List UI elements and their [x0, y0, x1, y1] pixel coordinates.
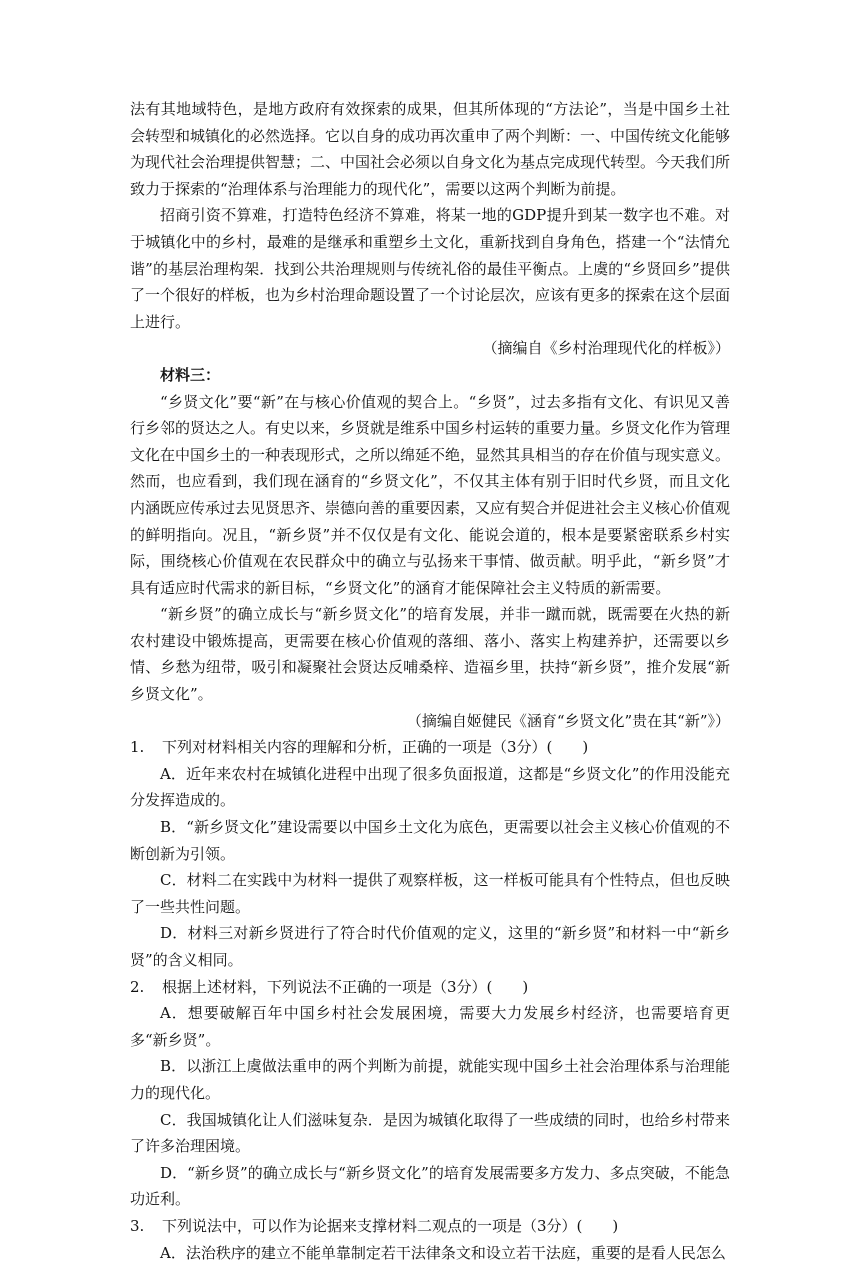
question-1-option-b: B．“新乡贤文化”建设需要以中国乡土文化为底色，更需要以社会主义核心价值观的不断创新为引领。	[130, 818, 730, 863]
question-2	[130, 974, 730, 1001]
question-stem: 根据上述材料，下列说法不正确的一项是（3分）( )	[162, 977, 529, 996]
question-number: 3.	[130, 1216, 145, 1235]
question-3	[130, 1213, 730, 1240]
material2-paragraph-1: 法有其地域特色，是地方政府有效探索的成果，但其所体现的“方法论”，当是中国乡土社会转型和城镇化的必然选择。它以自身的成功再次重申了两个判断：一、中国传统文化能够为现代社会治理提供智慧；二、中国社会必须以自身文化为基点完成现代转型。今天我们所致力于探索的“治理体系与治理能力的现代化”，需要以这两个判断为前提。	[130, 100, 731, 198]
question-number: 2.	[130, 977, 145, 996]
question-1-option-c: C．材料二在实践中为材料一提供了观察样板，这一样板可能具有个性特点，但也反映了一些共性问题。	[130, 871, 730, 916]
question-2-option-b: B．以浙江上虞做法重申的两个判断为前提，就能实现中国乡土社会治理体系与治理能力的现代化。	[130, 1057, 730, 1102]
question-1	[130, 734, 730, 761]
material3-paragraph-2: “新乡贤”的确立成长与“新乡贤文化”的培育发展，并非一蹴而就，既需要在火热的新农村建设中锻炼提高，更需要在核心价值观的落细、落小、落实上构建养护，还需要以乡情、乡愁为纽带，吸引和凝聚社会贤达反哺桑梓、造福乡里，扶持“新乡贤”，推介发展“新乡贤文化”。	[130, 605, 730, 704]
question-number: 1.	[130, 738, 145, 757]
question-1-option-a: A．近年来农村在城镇化进程中出现了很多负面报道，这都是“乡贤文化”的作用没能充分发挥造成的。	[130, 764, 730, 810]
question-2-option-c: C．我国城镇化让人们滋味复杂．是因为城镇化取得了一些成绩的同时，也给乡村带来了许多治理困境。	[130, 1110, 730, 1156]
material3-heading: 材料三：	[160, 365, 221, 384]
material3-source: （摘编自姬健民《涵育“乡贤文化”贵在其“新”》）	[406, 711, 730, 730]
material3-paragraph-1: “乡贤文化”要“新”在与核心价值观的契合上。“乡贤”，过去多指有文化、有识见又善行乡邻的贤达之人。有史以来，乡贤就是维系中国乡村运转的重要力量。乡贤文化作为管理文化在中国乡土的一种表现形式，之所以绵延不绝，显然其具相当的存在价值与现实意义。然而，也应看到，我们现在涵育的“乡贤文化”，不仅其主体有别于旧时代乡贤，而且文化内涵既应传承过去见贤思齐、崇德向善的重要因素，又应有契合并促进社会主义核心价值观的鲜明指向。况且，“新乡贤”并不仅仅是有文化、能说会道的，根本是要紧密联系乡村实际，围绕核心价值观在农民群众中的确立与弘扬来干事情、做贡献。明乎此，“新乡贤”才具有适应时代需求的新目标，“乡贤文化”的涵育才能保障社会主义特质的新需要。	[130, 392, 731, 597]
question-3-option-a: A．法治秩序的建立不能单靠制定若干法律条文和设立若干法庭，重要的是看人民怎么	[160, 1243, 726, 1262]
material2-paragraph-2: 招商引资不算难，打造特色经济不算难，将某一地的GDP提升到某一数字也不难。对于城镇化中的乡村，最难的是继承和重塑乡土文化，重新找到自身角色，搭建一个“法情允谐”的基层治理构架．找到公共治理规则与传统礼俗的最佳平衡点。上虞的“乡贤回乡”提供了一个很好的样板，也为乡村治理命题设置了一个讨论层次，应该有更多的探索在这个层面上进行。	[130, 206, 731, 331]
question-2-option-a: A．想要破解百年中国乡村社会发展困境，需要大力发展乡村经济，也需要培育更多“新乡贤”。	[130, 1004, 730, 1049]
question-stem: 下列说法中，可以作为论据来支撑材料二观点的一项是（3分）( )	[162, 1216, 619, 1235]
question-1-option-d: D．材料三对新乡贤进行了符合时代价值观的定义，这里的“新乡贤”和材料一中“新乡贤”的含义相同。	[130, 924, 730, 969]
material2-source: （摘编自《乡村治理现代化的样板》）	[482, 339, 730, 358]
question-stem: 下列对材料相关内容的理解和分析，正确的一项是（3分）( )	[162, 738, 589, 757]
document-content	[130, 96, 730, 1266]
question-2-option-d: D．“新乡贤”的确立成长与“新乡贤文化”的培育发展需要多方发力、多点突破，不能急功近利。	[130, 1163, 730, 1209]
